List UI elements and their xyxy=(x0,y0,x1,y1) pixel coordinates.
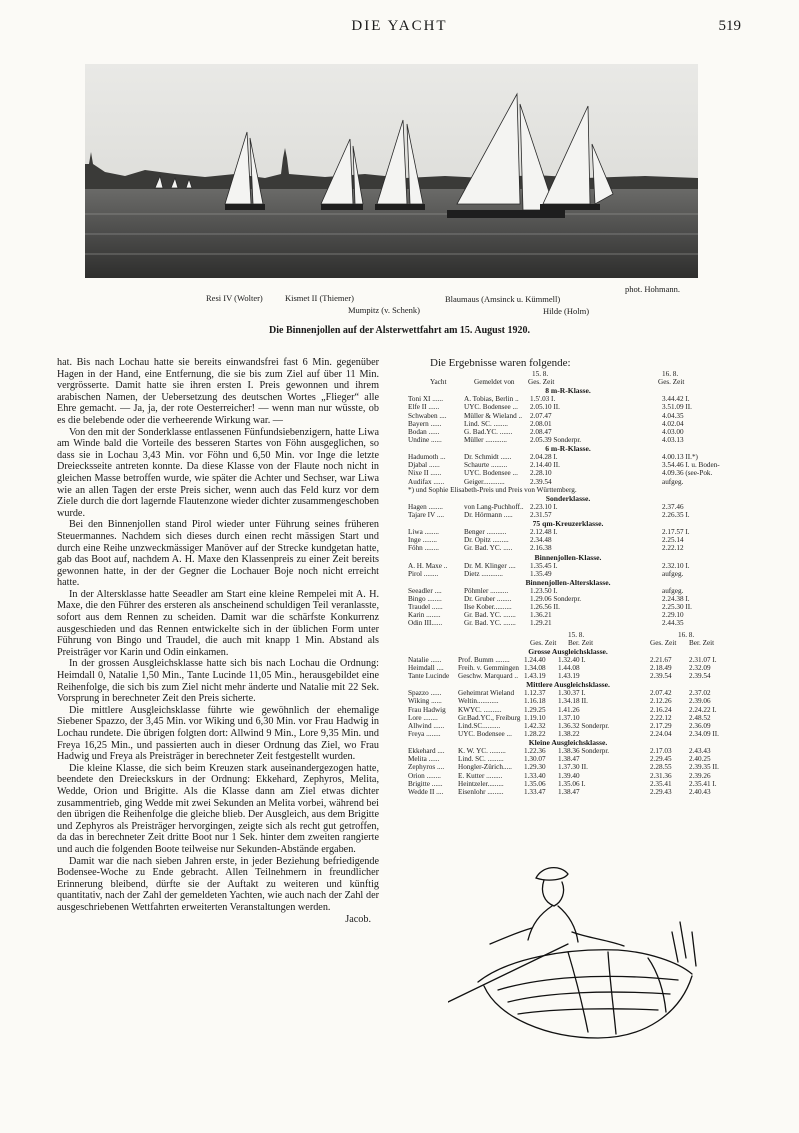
paragraph: Bei den Binnenjollen stand Pirol wieder unter Führung seines früheren Steuermannes. Nachdem sich dieses durch einen recht mässigen Start und durch eine Reihe unzweckmässiger Manöver auf der Strecke kundgetan hatte, gab das Boot auf, nachdem A. H. Maxe den Klassenpreis zu einer Zeit bereits gewonnen hatte, in der der Gegner die Lochauer Boje noch nicht erreicht hatte. xyxy=(57,519,379,589)
table-cell: Toni XI ...... xyxy=(408,395,444,404)
table-cell: 2.39.26 xyxy=(689,771,711,780)
table-cell: 2.26.35 I. xyxy=(662,510,690,519)
table-cell: Frau Hadwig xyxy=(408,705,446,714)
table-cell: Gr. Bad. YC. ....... xyxy=(464,619,516,628)
table-cell: 1.24.40 xyxy=(524,655,546,664)
table-cell: 2.40.25 xyxy=(689,755,711,764)
table-row xyxy=(408,461,728,469)
table-cell: 4.00.13 II.*) xyxy=(662,453,698,462)
col-zeit-1: Ges. Zeit xyxy=(528,378,555,387)
table-cell: Hadumoth ... xyxy=(408,453,446,462)
table-cell: UYC. Bodensee ... xyxy=(464,403,518,412)
label-kismet: Kismet II (Thiemer) xyxy=(285,293,354,303)
table-cell: Bingo ........ xyxy=(408,594,442,603)
table-cell: Freya ........ xyxy=(408,729,441,738)
table-cell: Lind. SC. ......... xyxy=(458,755,504,764)
table-cell: Lind.SC.......... xyxy=(458,721,501,730)
table-cell: 2.25.14 xyxy=(662,536,684,545)
table-row xyxy=(408,528,728,536)
sailor-sketch xyxy=(448,862,704,1048)
table-cell: Hagen ........ xyxy=(408,502,443,511)
table-cell: Melita ...... xyxy=(408,755,440,764)
photo-credit: phot. Hohmann. xyxy=(625,284,681,294)
label-mumpitz: Mumpitz (v. Schenk) xyxy=(348,305,420,315)
class-heading: 75 qm-Kreuzerklasse. xyxy=(532,519,604,529)
table-cell: 2.31.07 I. xyxy=(689,655,717,664)
results-title: Die Ergebnisse waren folgende: xyxy=(430,357,571,369)
table-cell: 1.29.21 xyxy=(530,619,552,628)
table-cell: 1.33.40 xyxy=(524,771,546,780)
table-cell: Schwaben .... xyxy=(408,411,447,420)
label-resi: Resi IV (Wolter) xyxy=(206,293,263,303)
table-cell: Natalie ...... xyxy=(408,655,442,664)
table-cell: 2.32.10 I. xyxy=(662,561,690,570)
table-cell: 2.31.57 xyxy=(530,510,552,519)
table-cell: 2.22.12 xyxy=(650,713,672,722)
table-cell: 1.29.06 Sonderpr. xyxy=(530,594,582,603)
table-cell: 2.22.12 xyxy=(662,544,684,553)
table-cell: Dietz ............ xyxy=(464,569,503,578)
table-cell: 2.07.47 xyxy=(530,411,552,420)
table-cell: aufgeg. xyxy=(662,477,684,486)
table-cell: Dr. Hörmann ..... xyxy=(464,510,513,519)
table-cell: Prof. Bumm ........ xyxy=(458,655,510,664)
table-cell: 1.36.32 Sonderpr. xyxy=(558,721,610,730)
table-cell: 2.29.43 xyxy=(650,787,672,796)
table-row xyxy=(408,730,728,738)
table-cell: Orion ........ xyxy=(408,771,441,780)
table-cell: Liwa ........ xyxy=(408,528,439,537)
table-cell: KWYC. .......... xyxy=(458,705,502,714)
table-cell: 1.37.30 II. xyxy=(558,763,588,772)
table-cell: 1.43.19 xyxy=(524,672,546,681)
table-cell: Heintzeler......... xyxy=(458,779,504,788)
table-row xyxy=(408,763,728,771)
table-cell: aufgeg. xyxy=(662,586,684,595)
table-cell: Lore ........ xyxy=(408,713,438,722)
photo-caption: Die Binnenjollen auf der Alsterwettfahrt am 15. August 1920. xyxy=(269,325,530,336)
table-row xyxy=(408,714,728,722)
col-gemeldet: Gemeldet von xyxy=(474,378,515,387)
table-cell: 3.54.46 I. u. Boden- xyxy=(662,461,720,470)
table-cell: 2.28.55 xyxy=(650,763,672,772)
table-cell: Wedde II .... xyxy=(408,787,444,796)
table-cell: 1.38.36 Sonderpr. xyxy=(558,747,610,756)
table-cell: Bodan ...... xyxy=(408,427,440,436)
table-cell: A. Tobias, Berlin .. xyxy=(464,395,519,404)
table-cell: Brigitte ...... xyxy=(408,779,443,788)
table-cell: Gr.Bad.YC., Freiburg xyxy=(458,713,521,722)
col-ges-1: Ges. Zeit xyxy=(530,638,557,647)
table-cell: Freih. v. Gemmingen xyxy=(458,663,520,672)
label-hilde: Hilde (Holm) xyxy=(543,306,590,316)
paragraph: Von den mit der Sonderklasse entlassenen Fünfundsiebenzigern, hatte Liwa am Winde bald die Vorteile des besseren Startes von Föhn ausgeglichen, so dass sie in Lochau 3,43 Min. vor Föhn und 6,50 Min. vor Inge die letzte Dreiecksseite antreten konnte. Da diese Klasse von der Flaute noch nicht in gleichen Masse betroffen wurde, wie später die Achter und Sechser, war Liwa wie an allen Tagen der erste Preis sicher, wenn auch das Feld kurz vor dem Ziele durch die dort lagernde Flautenzone wieder dichter zusammengeschoben wurde. xyxy=(57,426,379,519)
table-cell: 1.35.06 xyxy=(524,779,546,788)
table-cell: 1.28.22 xyxy=(524,729,546,738)
table-cell: 2.48.52 xyxy=(689,713,711,722)
table-cell: Inge ........ xyxy=(408,536,437,545)
table-cell: UYC. Bodensee ... xyxy=(458,729,512,738)
class-heading: Kleine Ausgleichsklasse. xyxy=(528,738,608,748)
table-row xyxy=(408,511,728,519)
table-cell: 2.04.28 I. xyxy=(530,453,558,462)
table-cell: Lind. SC. ........ xyxy=(464,419,508,428)
table-cell: Tajare IV .... xyxy=(408,510,445,519)
table-cell: Spazzo ...... xyxy=(408,689,442,698)
col-yacht: Yacht xyxy=(430,378,447,387)
table-cell: 4.03.13 xyxy=(662,435,684,444)
table-cell: Geheimrat Wieland xyxy=(458,689,515,698)
table-cell: Nixe II ...... xyxy=(408,469,442,478)
table-cell: 1.30.37 I. xyxy=(558,689,586,698)
table-cell: 1.43.19 xyxy=(558,672,580,681)
table-row xyxy=(408,697,728,705)
table-row xyxy=(408,672,728,680)
table-cell: 4.02.04 xyxy=(662,419,684,428)
table-cell: 2.05.39 Sonderpr. xyxy=(530,435,582,444)
table-cell: 2.05.10 II. xyxy=(530,403,560,412)
table-cell: Wiking ...... xyxy=(408,697,442,706)
table-header-2 xyxy=(408,639,728,647)
table-row xyxy=(408,436,728,444)
table-cell: 1.41.26 xyxy=(558,705,580,714)
table-header-date-2 xyxy=(408,631,728,639)
table-cell: von Lang-Puchhoff.. xyxy=(464,502,524,511)
table-cell: 2.24.38 I. xyxy=(662,594,690,603)
table-cell: Benger ........... xyxy=(464,528,507,537)
table-cell: 2.35.41 I. xyxy=(689,779,717,788)
table-cell: 2.34.48 xyxy=(530,536,552,545)
table-row xyxy=(408,603,728,611)
table-cell: 1.36.21 xyxy=(530,611,552,620)
table-row xyxy=(408,780,728,788)
table-cell: Dr. Opitz ......... xyxy=(464,536,509,545)
table-cell: 1.33.47 xyxy=(524,787,546,796)
table-cell: 1.30.07 xyxy=(524,755,546,764)
table-cell: 1.5'.03 I. xyxy=(530,395,556,404)
table-cell: 2.32.09 xyxy=(689,663,711,672)
table-cell: 1.35.45 I. xyxy=(530,561,558,570)
table-row xyxy=(408,570,728,578)
table-cell: Audifax ...... xyxy=(408,477,445,486)
table-cell: Dr. M. Klinger .... xyxy=(464,561,516,570)
table-cell: 2.31.36 xyxy=(650,771,672,780)
table-cell: 1.29.25 xyxy=(524,705,546,714)
table-row xyxy=(408,664,728,672)
table-header xyxy=(408,378,728,386)
table-cell: 3.44.42 I. xyxy=(662,395,690,404)
table-cell: 1.23.50 I. xyxy=(530,586,558,595)
table-cell: UYC. Bodensee ... xyxy=(464,469,518,478)
table-row xyxy=(408,722,728,730)
table-cell: Djabal ...... xyxy=(408,461,440,470)
table-row xyxy=(408,420,728,428)
table-cell: 2.39.35 II. xyxy=(689,763,719,772)
table-cell: K. W. YC. ......... xyxy=(458,747,506,756)
table-row xyxy=(408,428,728,436)
table-cell: 2.35.41 xyxy=(650,779,672,788)
class-heading: 6 m-R-Klasse. xyxy=(545,444,591,454)
table-cell: 1.38.47 xyxy=(558,787,580,796)
col-date-2: 16. 8. xyxy=(662,370,679,378)
paragraph: Die mittlere Ausgleichsklasse führte wie gewöhnlich der ehemalige Siebener Spazzo, der 3,45 Min. vor Wiking und 6,30 Min. vor Frau Hadwig in Lochau rundete. Die übrigen folgten dort: Allwind 9 Min., Lore 9,35 Min. und Freya 16,25 Min., und passierten auch in dieser Ordnung das Ziel, wo Frau Hadwig und Freya als Preisträger in berechneter Zeit festgestellt wurden. xyxy=(57,704,379,763)
table-row xyxy=(408,412,728,420)
table-row xyxy=(408,587,728,595)
table-cell: 2.29.10 xyxy=(662,611,684,620)
page-header xyxy=(0,18,799,38)
paragraph: Die kleine Klasse, die sich beim Kreuzen stark auseinandergezogen hatte, beendete den Dreieckskurs in der Ordnung: Ekkehard, Zephyros, Melita, Wedde, Orion und Brigitte. Als die Klasse dann am Ziel etwas dichter zusammentrieb, ging Wedde mit zwei Sekunden an Melita vorbei, während bei den übrigen die Reihenfolge die gleiche blieb. Der Ausgleich, aus dem Brigitte und Zephyros als Preisträger hervorgingen, zeigte sich als recht gut getroffen, da das in berechneter Zeit dritte Boot nur 1 Sek. hinter dem zweiten rangierte und auch die folgenden Boote teilweise nur Sekunden-Abstände ergaben. xyxy=(57,762,379,855)
table-cell: 2.28.10 xyxy=(530,469,552,478)
table-cell: 2.16.38 xyxy=(530,544,552,553)
journal-title: DIE YACHT xyxy=(351,18,448,34)
table-row xyxy=(408,544,728,552)
paragraph: hat. Bis nach Lochau hatte sie bereits einwandsfrei fast 6 Min. gegenüber Hagen in der Hand, eine Entfernung, die sie bis zum Ziel auf über 11 Min. vergrösserte. Damit hatte sie ihren ersten I. Preis gewonnen und ihrem arabischen Namen, der Uebersetzung des deutschen Wortes „Flieger“ alle Ehre gemacht. — Ja, ja, der rote Oesterreicher! — wenn man nur wüsste, ob es die belebende oder die verheerende Wirkung war. — xyxy=(57,357,379,426)
table-cell: Föhn ........ xyxy=(408,544,439,553)
table-cell: 2.25.30 II. xyxy=(662,603,692,612)
col-ges-2: Ges. Zeit xyxy=(650,638,677,647)
table-row xyxy=(408,772,728,780)
table-row xyxy=(408,689,728,697)
class-heading: Grosse Ausgleichsklasse. xyxy=(528,646,608,656)
table-row xyxy=(408,706,728,714)
class-heading: Binnenjollen-Klasse. xyxy=(534,552,602,562)
table-cell: 2.43.43 xyxy=(689,747,711,756)
table-cell: Tante Lucinde xyxy=(408,672,450,681)
table-row xyxy=(408,619,728,627)
sailboats-illustration xyxy=(85,64,698,278)
table-row xyxy=(408,403,728,411)
paragraph: Damit war die nach sieben Jahren erste, in jeder Beziehung befriedigende Bodensee-Woche zu Ende gebracht. Allen Teilnehmern in freundlicher Erinnerung bleibend, dürfte sie der Auftakt zu weiteren und künftig quantitativ, nach der Zahl der gemeldeten Yachten, wie auch nach der Zahl der ausgeschriebenen Wettfahrten erweiterten Veranstaltungen werden. xyxy=(57,855,379,913)
table-cell: Elfe II ...... xyxy=(408,403,440,412)
table-row xyxy=(408,453,728,461)
table-row xyxy=(408,395,728,403)
paragraph: In der Altersklasse hatte Seeadler am Start eine kleine Rempelei mit A. H. Maxe, die den Führer des ersteren als anscheinend schuldigen Teil veranlasste, sofort aus dem Rennen zu scheiden. Damit war die schärfste Konkurrenz ausgeschieden und das Rennen entwickelte sich in der üblichen Form unter Führung von Bingo und Traudel, die auch mit knapp 1 Min. Abstand als Preisträger vor Karin und Odin einkamen. xyxy=(57,588,379,658)
table-cell: 2.40.43 xyxy=(689,787,711,796)
table-cell: 1.34.08 xyxy=(524,663,546,672)
table-row xyxy=(408,562,728,570)
table-cell: 2.37.46 xyxy=(662,502,684,511)
table-cell: 2.14.40 II. xyxy=(530,461,560,470)
table-cell: E. Kutter ......... xyxy=(458,771,503,780)
table-cell: 2.12.26 xyxy=(650,697,672,706)
table-cell: 2.24.04 xyxy=(650,729,672,738)
table-cell: 1.35.06 I. xyxy=(558,779,586,788)
table-cell: Ilse Kober.......... xyxy=(464,603,512,612)
table-cell: Allwind ...... xyxy=(408,721,445,730)
table-row xyxy=(408,755,728,763)
table-cell: 1.12.37 xyxy=(524,689,546,698)
table-cell: 2.07.42 xyxy=(650,689,672,698)
table-cell: A. H. Maxe .. xyxy=(408,561,448,570)
table-cell: Gr. Bad. YC. ....... xyxy=(464,611,516,620)
class-heading: Sonderklasse. xyxy=(545,493,591,503)
sections-standard-2 xyxy=(408,494,728,628)
table-cell: 2.39.54 xyxy=(530,477,552,486)
col-ber-1: Ber. Zeit xyxy=(568,638,594,647)
table-cell: 1.44.08 xyxy=(558,663,580,672)
class-heading: 8 m-R-Klasse. xyxy=(545,386,591,396)
table-cell: 4.03.00 xyxy=(662,427,684,436)
table-cell: 2.12.48 I. xyxy=(530,528,558,537)
table-cell: 2.34.09 II. xyxy=(689,729,719,738)
table-cell: Pöhmler .......... xyxy=(464,586,509,595)
table-row xyxy=(408,747,728,755)
table-cell: Heimdall .... xyxy=(408,663,444,672)
table-cell: aufgeg. xyxy=(662,569,684,578)
col-ber-2: Ber. Zeit xyxy=(689,638,715,647)
table-cell: 2.29.45 xyxy=(650,755,672,764)
table-cell: 1.26.56 II. xyxy=(530,603,560,612)
table-cell: Undine ...... xyxy=(408,435,442,444)
article-column xyxy=(57,357,379,925)
table-cell: 1.38.47 xyxy=(558,755,580,764)
table-cell: 2.23.10 I. xyxy=(530,502,558,511)
table-cell: 1.34.18 II. xyxy=(558,697,588,706)
table-cell: Dr. Gruber ........ xyxy=(464,594,512,603)
table-cell: 3.51.09 II. xyxy=(662,403,692,412)
author-signature: Jacob. xyxy=(345,913,371,925)
table-cell: Seeadler .... xyxy=(408,586,442,595)
table-cell: 2.17.57 I. xyxy=(662,528,690,537)
table-row xyxy=(408,595,728,603)
label-blaumaus: Blaumaus (Amsinck u. Kümmell) xyxy=(445,294,561,304)
table-cell: Odin III...... xyxy=(408,619,443,628)
table-row xyxy=(408,656,728,664)
table-cell: 2.08.01 xyxy=(530,419,552,428)
paragraph: In der grossen Ausgleichsklasse hatte sich bis nach Lochau die Ordnung: Heimdall 0, Natalie 1,50 Min., Tante Lucinde 11,05 Min., herausgebildet eine Reihenfolge, die sich bis zum Ziel nicht mehr änderte und Natalie mit 22 Sek. Vorsprung in berechneter Zeit den Preis sicherte. xyxy=(57,658,379,705)
table-cell: 2.08.47 xyxy=(530,427,552,436)
table-cell: 2.37.02 xyxy=(689,689,711,698)
table-cell: Ekkehard .... xyxy=(408,747,445,756)
table-cell: 2.24.22 I. xyxy=(689,705,717,714)
sections-standard xyxy=(408,386,728,485)
table-cell: Müller ............ xyxy=(464,435,507,444)
table-cell: 4.09.36 (see-Pok. xyxy=(662,469,713,478)
table-cell: Geiger............ xyxy=(464,477,505,486)
table-cell: Bayern ...... xyxy=(408,419,442,428)
table-cell: 2.44.35 xyxy=(662,619,684,628)
table-cell: Geschw. Marquard .. xyxy=(458,672,519,681)
table-cell: 2.21.67 xyxy=(650,655,672,664)
table-cell: Zephyros .... xyxy=(408,763,445,772)
table-cell: 2.36.09 xyxy=(689,721,711,730)
table-cell: 2.18.49 xyxy=(650,663,672,672)
results-table xyxy=(408,357,728,796)
table-cell: Gr. Bad. YC. ..... xyxy=(464,544,513,553)
table-cell: Schaurte ......... xyxy=(464,461,508,470)
table-cell: Karin ........ xyxy=(408,611,441,620)
table-row xyxy=(408,536,728,544)
table-cell: Weltin............ xyxy=(458,697,499,706)
sailor-rowboat-drawing xyxy=(448,862,704,1048)
regatta-photo xyxy=(85,64,698,278)
table-cell: 1.42.32 xyxy=(524,721,546,730)
table-row xyxy=(408,469,728,477)
table-cell: 2.17.29 xyxy=(650,721,672,730)
class-heading: Mittlere Ausgleichsklasse. xyxy=(526,680,610,690)
table-cell: 1.19.10 xyxy=(524,713,546,722)
table-cell: 1.22.36 xyxy=(524,747,546,756)
table-cell: 2.39.54 xyxy=(689,672,711,681)
table-cell: 1.29.30 xyxy=(524,763,546,772)
table-cell: Pirol ........ xyxy=(408,569,439,578)
sections-handicap xyxy=(408,647,728,796)
table-cell: G. Bad.YC. ....... xyxy=(464,427,513,436)
table-cell: 2.39.06 xyxy=(689,697,711,706)
footnote: *) und Sophie Elisabeth-Preis und Preis von Württemberg. xyxy=(408,485,577,494)
table-row xyxy=(408,788,728,796)
page-number: 519 xyxy=(718,18,741,34)
table-header-date xyxy=(408,370,728,378)
table-cell: 2.17.03 xyxy=(650,747,672,756)
table-cell: Dr. Schmidt ...... xyxy=(464,453,512,462)
class-heading: Binnenjollen-Altersklasse. xyxy=(525,577,611,587)
col-date-1: 15. 8. xyxy=(568,630,585,639)
table-cell: Eisenlohr ......... xyxy=(458,787,504,796)
table-row xyxy=(408,478,728,486)
table-cell: Müller & Wieland .. xyxy=(464,411,523,420)
table-cell: 1.37.10 xyxy=(558,713,580,722)
table-cell: Hongler-Zürich..... xyxy=(458,763,512,772)
table-cell: 1.39.40 xyxy=(558,771,580,780)
table-row xyxy=(408,503,728,511)
table-cell: 1.32.40 I. xyxy=(558,655,586,664)
table-cell: 1.16.18 xyxy=(524,697,546,706)
table-cell: 2.16.24 xyxy=(650,705,672,714)
table-cell: 1.35.49 xyxy=(530,569,552,578)
col-zeit-2: Ges. Zeit xyxy=(658,378,685,387)
table-cell: 1.38.22 xyxy=(558,729,580,738)
col-date-1: 15. 8. xyxy=(532,370,549,378)
table-row xyxy=(408,611,728,619)
table-cell: 2.39.54 xyxy=(650,672,672,681)
col-date-2: 16. 8. xyxy=(678,630,695,639)
table-cell: Traudel ...... xyxy=(408,603,443,612)
table-cell: 4.04.35 xyxy=(662,411,684,420)
